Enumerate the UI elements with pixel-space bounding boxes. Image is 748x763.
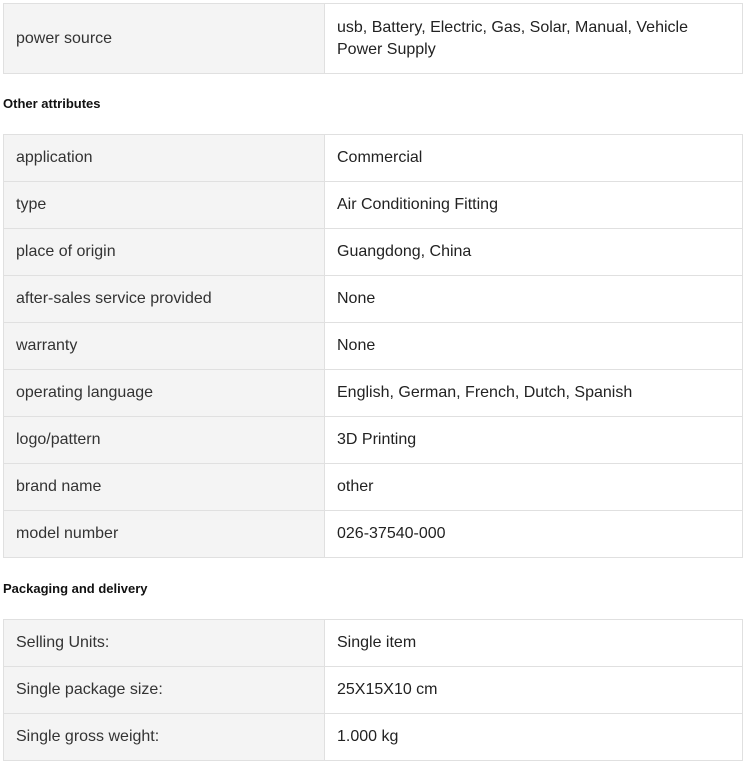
attr-value: Single item xyxy=(325,620,743,667)
other-attributes-table xyxy=(3,134,743,558)
table-row xyxy=(4,323,743,370)
table-row xyxy=(4,4,743,74)
attr-key: application xyxy=(4,135,325,182)
attr-key: logo/pattern xyxy=(4,417,325,464)
attr-value: 3D Printing xyxy=(325,417,743,464)
section-title-other-attributes: Other attributes xyxy=(3,96,101,111)
attr-value: 026-37540-000 xyxy=(325,511,743,558)
packaging-table xyxy=(3,619,743,761)
attr-value: None xyxy=(325,276,743,323)
attr-value: English, German, French, Dutch, Spanish xyxy=(325,370,743,417)
table-row xyxy=(4,135,743,182)
attr-key: Single gross weight: xyxy=(4,714,325,761)
table-row xyxy=(4,417,743,464)
attr-key: place of origin xyxy=(4,229,325,276)
attr-value: Guangdong, China xyxy=(325,229,743,276)
table-row xyxy=(4,620,743,667)
attr-value: Commercial xyxy=(325,135,743,182)
table-row xyxy=(4,511,743,558)
table-row xyxy=(4,714,743,761)
table-row xyxy=(4,182,743,229)
attr-key: after-sales service provided xyxy=(4,276,325,323)
attr-key: brand name xyxy=(4,464,325,511)
attr-value: Air Conditioning Fitting xyxy=(325,182,743,229)
attr-key: warranty xyxy=(4,323,325,370)
attr-value: 25X15X10 cm xyxy=(325,667,743,714)
attr-key: type xyxy=(4,182,325,229)
attr-value: other xyxy=(325,464,743,511)
table-row xyxy=(4,667,743,714)
attr-key: Selling Units: xyxy=(4,620,325,667)
table-row xyxy=(4,464,743,511)
section-title-packaging: Packaging and delivery xyxy=(3,581,148,596)
attr-key: power source xyxy=(4,4,325,74)
attr-value: 1.000 kg xyxy=(325,714,743,761)
attr-key: model number xyxy=(4,511,325,558)
table-row xyxy=(4,276,743,323)
attr-key: Single package size: xyxy=(4,667,325,714)
attr-key: operating language xyxy=(4,370,325,417)
table-row xyxy=(4,229,743,276)
attr-value: usb, Battery, Electric, Gas, Solar, Manual, Vehicle Power Supply xyxy=(325,4,743,74)
table-row xyxy=(4,370,743,417)
top-attributes-table xyxy=(3,3,743,74)
attr-value: None xyxy=(325,323,743,370)
